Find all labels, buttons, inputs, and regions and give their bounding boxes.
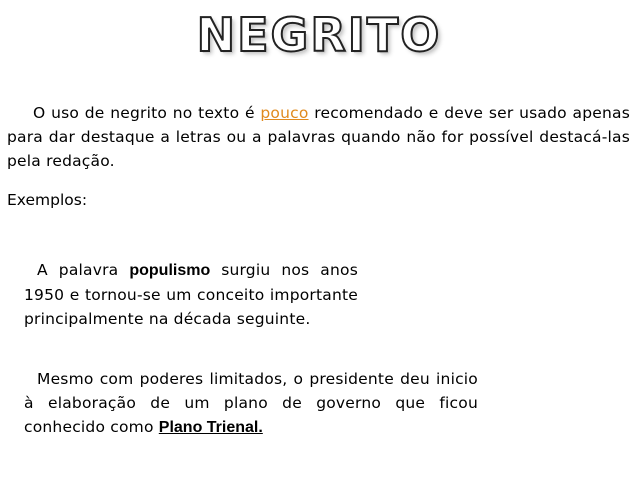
example-paragraph-1 [24, 258, 358, 331]
example-paragraph-2 [24, 367, 478, 440]
example2-bold-phrase: Plano Trienal. [158, 419, 263, 436]
page-title: NEGRITO [196, 8, 442, 62]
example1-text-end: surgiu nos anos 1950 e tornou-se um conceito importante principalmente na década seguinte. [24, 261, 358, 328]
intro-text-end: recomendado e deve ser usado apenas para dar destaque a letras ou a palavras quando não for possível destacá-las pela redação. [7, 104, 630, 170]
examples-heading: Exemplos: [7, 191, 88, 209]
example2-text-start: Mesmo com poderes limitados, o presidente deu inicio à elaboração de um plano de governo que ficou conhecido como [24, 370, 478, 436]
intro-paragraph [7, 101, 630, 173]
pouco-link[interactable]: pouco [260, 104, 309, 122]
intro-text-start: O uso de negrito no texto é [33, 104, 261, 122]
example1-text-start: A palavra [37, 261, 130, 279]
example1-bold-word: populismo [129, 262, 211, 279]
